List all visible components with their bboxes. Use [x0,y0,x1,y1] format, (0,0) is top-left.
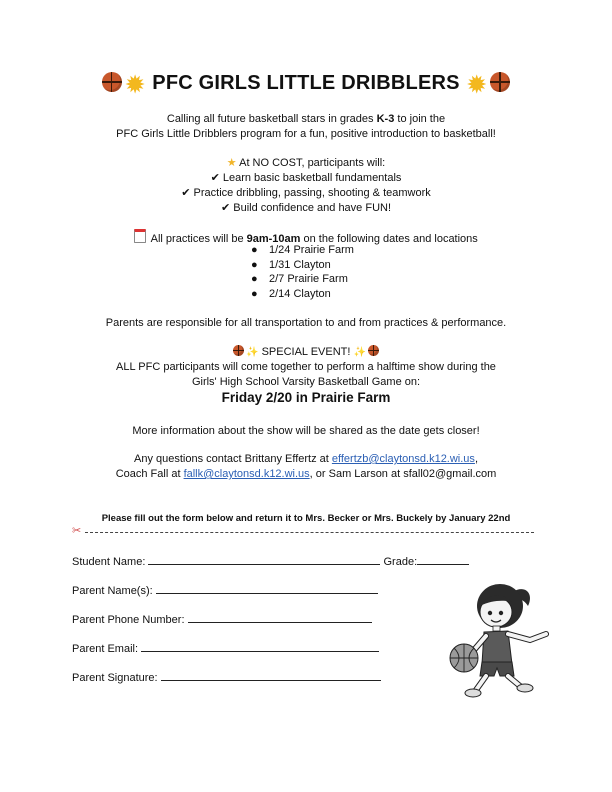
basketball-icon [490,72,510,92]
star-icon: ★ [226,157,237,169]
benefit-text: Build confidence and have FUN! [233,202,392,214]
date-text: 1/24 Prairie Farm [269,244,354,256]
event-header-text: SPECIAL EVENT! [261,346,351,358]
list-item: ● 1/31 Clayton [251,258,331,271]
date-text: 2/7 Prairie Farm [269,273,348,285]
benefit-item: ✔ Build confidence and have FUN! [220,202,392,214]
grade-field[interactable] [417,554,469,565]
email-link-effertz[interactable]: effertzb@claytonsd.k12.wi.us [331,453,475,465]
contact-text: Any questions contact Brittany Effertz at [133,453,332,465]
event-header [0,345,612,360]
sparkle-icon: ✨ [246,347,259,358]
parent-signature-label: Parent Signature: [72,672,158,684]
girl-dribbling-illustration [446,578,556,700]
parent-names-field[interactable] [156,583,378,594]
list-item: ● 1/24 Prairie Farm [251,244,354,256]
practices-text: All practices will be [150,233,247,245]
contact-text: , [474,453,478,465]
email-link-fall[interactable]: fallk@claytonsd.k12.wi.us [183,468,310,480]
parent-phone-field[interactable] [188,612,372,623]
list-item: ● 2/14 Clayton [251,287,331,300]
practice-time: 9am-10am [246,233,301,245]
grade-label: Grade: [383,556,418,568]
benefit-text: Practice dribbling, passing, shooting & teamwork [193,187,431,199]
parent-email-row [72,641,379,655]
basketball-icon [368,345,379,356]
sun-icon: ✹ [125,72,145,97]
practices-text: on the following dates and locations [300,233,478,245]
benefits-header [0,156,612,171]
intro-text: to join the [394,113,446,125]
student-name-row [72,554,469,568]
event-date: Friday 2/20 in Prairie Farm [221,390,391,405]
contact-line-2 [0,467,612,482]
contact-text: Coach Fall at [115,468,184,480]
cut-line [72,526,534,538]
title-text: PFC GIRLS LITTLE DRIBBLERS [152,72,460,94]
student-name-label: Student Name: [72,556,146,568]
basketball-icon [233,345,244,356]
scissors-icon: ✂ [72,526,82,537]
event-more-info: More information about the show will be shared as the date gets closer! [132,425,480,437]
transport-note: Parents are responsible for all transportation to and from practices & performance. [105,317,507,329]
benefit-item: ✔ Practice dribbling, passing, shooting & teamwork [181,187,431,199]
flyer-title [0,72,612,95]
event-line-1: ALL PFC participants will come together to perform a halftime show during the [116,361,496,373]
practice-dates-list [251,243,354,301]
parent-phone-row [72,612,372,626]
sun-icon: ✹ [467,72,487,97]
basketball-icon [102,72,122,92]
sparkle-icon: ✨ [353,347,366,358]
parent-names-label: Parent Name(s): [72,585,153,597]
intro-line-1 [0,112,612,127]
contact-text: , or Sam Larson at sfall02@gmail.com [309,468,497,480]
parent-signature-row [72,670,381,684]
parent-email-label: Parent Email: [72,643,139,655]
form-instruction: Please fill out the form below and return it to Mrs. Becker or Mrs. Buckely by January 22nd [101,513,511,524]
contact-line-1 [0,452,612,467]
parent-email-field[interactable] [141,641,379,652]
student-name-field[interactable] [148,554,380,565]
event-line-2: Girls' High School Varsity Basketball Game on: [191,376,421,388]
intro-text: Calling all future basketball stars in grades [166,113,377,125]
parent-names-row [72,583,378,597]
list-item: ● 2/7 Prairie Farm [251,273,348,285]
dashed-divider [85,532,534,533]
parent-phone-label: Parent Phone Number: [72,614,185,626]
calendar-icon [134,229,146,243]
grades-text: K-3 [376,113,395,125]
benefits-header-text: At NO COST, participants will: [239,157,386,169]
benefit-text: Learn basic basketball fundamentals [222,172,402,184]
benefit-item: ✔ Learn basic basketball fundamentals [210,172,402,184]
intro-line-2: PFC Girls Little Dribblers program for a fun, positive introduction to basketball! [116,128,496,140]
date-text: 2/14 Clayton [269,287,331,300]
parent-signature-field[interactable] [161,670,381,681]
date-text: 1/31 Clayton [269,258,331,271]
